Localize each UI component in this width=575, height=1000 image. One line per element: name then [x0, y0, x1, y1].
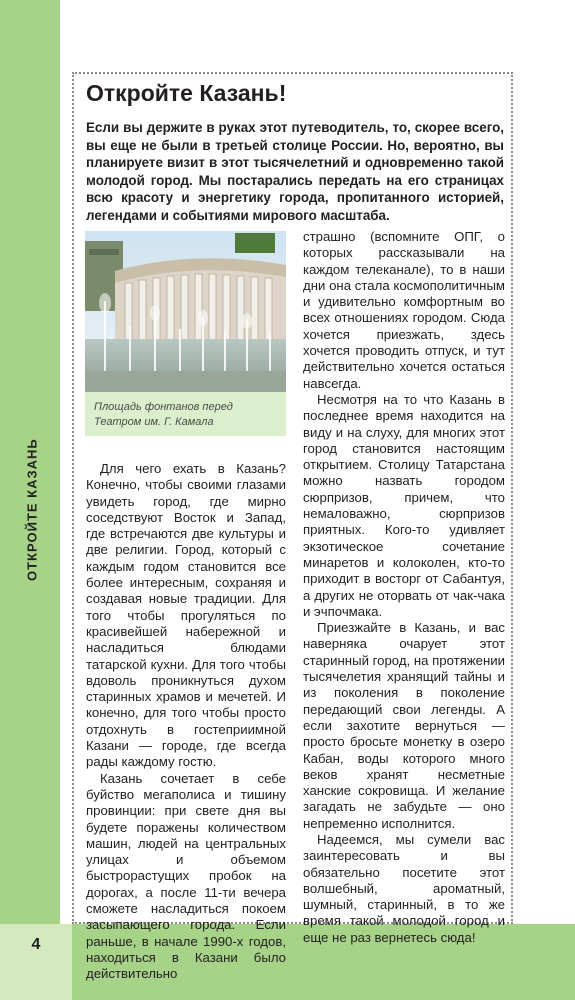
- paragraph: Казань сочетает в себе буйство мегаполиса и тишину провинции: при свете дня вы будете поражены количеством машин, людей на центральных улицах и объемом быстрорастущих пробок на дорогах, а после 11-ти вечера сможете насладиться покоем засыпающего города. Если раньше, в начале 1990-х годов, находиться в Казани было действительно: [86, 770, 286, 982]
- paragraph: Надеемся, мы сумели вас заинтересовать и вы обязательно посетите этот волшебный, ароматный, шумный, старинный, в то же время такой молодой город и еще не раз вернетесь сюда!: [303, 831, 505, 945]
- fountain-photo: [85, 231, 286, 392]
- intro-paragraph: Если вы держите в руках этот путеводитель, то, скорее всего, вы еще не были в третьей столице России. Но, вероятно, вы планируете визит в этот тысячелетний и одновременно такой молодой город. Мы постарались передать на его страницах всю красоту и энергетику города, пропитанного историей, легендами и событиями мирового масштаба.: [86, 120, 504, 223]
- page-title: Откройте Казань!: [86, 80, 287, 106]
- page-number: 4: [31, 936, 41, 953]
- right-column: [303, 229, 505, 946]
- paragraph: Приезжайте в Казань, и вас наверняка очарует этот старинный город, на протяжении тысячелетия хранящий тайны и из поколения в поколение передающий свои легенды. А если захотите вернуться — просто бросьте монетку в озеро Кабан, воды которого много веков хранят несметные ханские сокровища. И желание загадать не забудьте — оно непременно исполнится.: [303, 620, 506, 831]
- photo-caption: Площадь фонтанов перед Театром им. Г. Камала: [94, 401, 233, 428]
- paragraph: Несмотря на то что Казань в последнее время находится на виду и на слуху, для многих этот город становится настоящим открытием. Столицу Татарстана можно назвать городом сюрпризов, причем, что немаловажно, сюрпризов приятных. Кого-то удивляет экзотическое сочетание минаретов и колоколен, кто-то приходит в восторг от Сабантуя, а других не оторвать от чак-чака и эчпочмака.: [303, 391, 505, 619]
- section-label: ОТКРОЙТЕ КАЗАНЬ: [24, 438, 40, 582]
- paragraph: страшно (вспомните ОПГ, о которых рассказывали на каждом телеканале), то в наши дни она стала космополитичным и удивительно комфортным во всех отношениях городом. Сюда хочется приезжать, здесь хочется проводить отпуск, и тут действительно хочется остаться навсегда.: [303, 229, 505, 391]
- left-column: [86, 461, 286, 983]
- paragraph: Для чего ехать в Казань? Конечно, чтобы своими глазами увидеть город, где мирно соседствуют Восток и Запад, где встречаются две культуры и две религии. Город, который с каждым годом становится все более интересным, сохраняя и создавая новые традиции. Для того чтобы прогуляться по красивейшей набережной и насладиться блюдами татарской кухни. Для того чтобы вдоволь проникнуться духом старинных храмов и мечетей. И конечно, для того чтобы просто отдохнуть в гостеприимной Казани — городе, где всегда рады каждому гостю.: [86, 461, 286, 770]
